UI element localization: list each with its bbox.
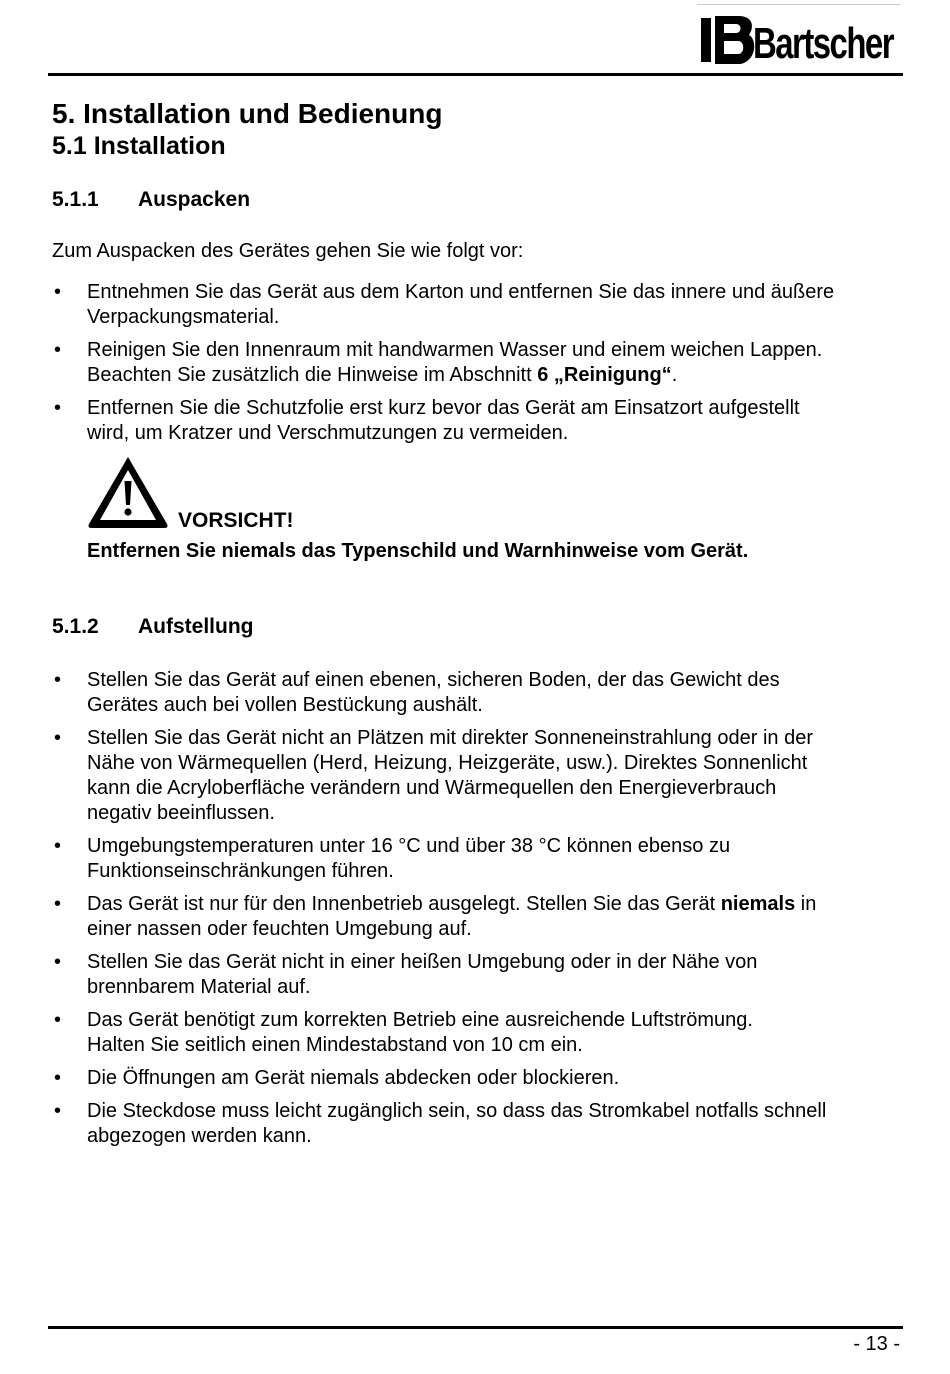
list-item — [52, 396, 902, 446]
list-item-text: Das Gerät ist nur für den Innenbetrieb ausgelegt. Stellen Sie das Gerät — [87, 893, 721, 915]
subsection-number: 5.1.2 — [52, 615, 99, 638]
list-item-line: abgezogen werden kann. — [87, 1125, 312, 1147]
list-item — [52, 950, 902, 1000]
unpacking-list — [52, 280, 902, 454]
list-item-line: Reinigen Sie den Innenraum mit handwarmen Wasser und einem weichen Lappen. — [87, 339, 823, 361]
list-item — [52, 1008, 902, 1058]
list-item-line: wird, um Kratzer und Verschmutzungen zu vermeiden. — [87, 422, 569, 444]
logo-text: Bartscher — [753, 19, 895, 68]
bullet-icon: • — [54, 397, 62, 419]
list-item-text: . — [671, 364, 678, 386]
list-item-line: Entfernen Sie die Schutzfolie erst kurz bevor das Gerät am Einsatzort aufgestellt — [87, 397, 800, 419]
list-item-line: Gerätes auch bei vollen Bestückung aushält. — [87, 694, 483, 716]
section-reference: 6 „Reinigung“ — [537, 364, 672, 386]
bullet-icon: • — [54, 669, 62, 691]
page-number: - 13 - — [853, 1333, 900, 1355]
list-item-line: Die Steckdose muss leicht zugänglich sein, so dass das Stromkabel notfalls schnell — [87, 1100, 827, 1122]
list-item-line: Stellen Sie das Gerät nicht in einer heißen Umgebung oder in der Nähe von — [87, 951, 758, 973]
list-item-line: Stellen Sie das Gerät nicht an Plätzen mit direkter Sonneneinstrahlung oder in der — [87, 727, 813, 749]
list-item — [52, 834, 902, 884]
footer-rule — [48, 1326, 903, 1329]
subsection-number: 5.1.1 — [52, 188, 99, 211]
list-item-line: Nähe von Wärmequellen (Herd, Heizung, Heizgeräte, usw.). Direktes Sonnenlicht — [87, 752, 808, 774]
bullet-icon: • — [54, 727, 62, 749]
list-item — [52, 726, 902, 826]
list-item-line: Das Gerät benötigt zum korrekten Betrieb eine ausreichende Luftströmung. — [87, 1009, 753, 1031]
list-item — [52, 668, 902, 718]
list-item-line: Umgebungstemperaturen unter 16 °C und über 38 °C können ebenso zu — [87, 835, 731, 857]
warning-title: VORSICHT! — [178, 509, 294, 532]
list-item-line: Funktionseinschränkungen führen. — [87, 860, 394, 882]
list-item — [52, 892, 902, 942]
section-title: 5. Installation und Bedienung — [52, 98, 443, 129]
list-item-line: Die Öffnungen am Gerät niemals abdecken oder blockieren. — [87, 1067, 620, 1089]
emphasis-text: niemals — [720, 893, 796, 915]
list-item-line: Verpackungsmaterial. — [87, 306, 280, 328]
brand-logo — [697, 4, 900, 68]
list-item-line — [87, 363, 902, 388]
bullet-icon: • — [54, 893, 62, 915]
list-item-text: in — [795, 893, 817, 915]
section-subtitle: 5.1 Installation — [52, 132, 226, 160]
logo-top-line — [697, 4, 900, 5]
bullet-icon: • — [54, 339, 62, 361]
list-item-line: brennbarem Material auf. — [87, 976, 311, 998]
warning-triangle-icon — [86, 454, 170, 530]
list-item — [52, 1066, 902, 1091]
subsection-title: Aufstellung — [138, 615, 254, 638]
bullet-icon: • — [54, 1067, 62, 1089]
subsection-heading-aufstellung — [52, 614, 254, 640]
subsection-title: Auspacken — [138, 188, 251, 211]
bullet-icon: • — [54, 951, 62, 973]
header-rule — [48, 73, 903, 76]
bullet-icon: • — [54, 1009, 62, 1031]
warning-text: Entfernen Sie niemals das Typenschild und Warnhinweise vom Gerät. — [87, 540, 749, 562]
list-item — [52, 280, 902, 330]
list-item — [52, 338, 902, 388]
list-item-line: Stellen Sie das Gerät auf einen ebenen, sicheren Boden, der das Gewicht des — [87, 669, 780, 691]
list-item-line: Halten Sie seitlich einen Mindestabstand von 10 cm ein. — [87, 1034, 583, 1056]
list-item-line — [87, 892, 902, 917]
bartscher-logo-icon — [697, 8, 900, 68]
list-item-line: einer nassen oder feuchten Umgebung auf. — [87, 918, 472, 940]
list-item-line: kann die Acryloberfläche verändern und Wärmequellen den Energieverbrauch — [87, 777, 777, 799]
bullet-icon: • — [54, 1100, 62, 1122]
intro-paragraph: Zum Auspacken des Gerätes gehen Sie wie folgt vor: — [52, 240, 524, 262]
list-item-line: negativ beeinflussen. — [87, 802, 275, 824]
list-item-text: Beachten Sie zusätzlich die Hinweise im Abschnitt — [87, 364, 538, 386]
setup-list — [52, 668, 902, 1157]
subsection-heading-auspacken — [52, 187, 250, 213]
bullet-icon: • — [54, 835, 62, 857]
list-item — [52, 1099, 902, 1149]
bullet-icon: • — [54, 281, 62, 303]
list-item-line: Entnehmen Sie das Gerät aus dem Karton und entfernen Sie das innere und äußere — [87, 281, 835, 303]
